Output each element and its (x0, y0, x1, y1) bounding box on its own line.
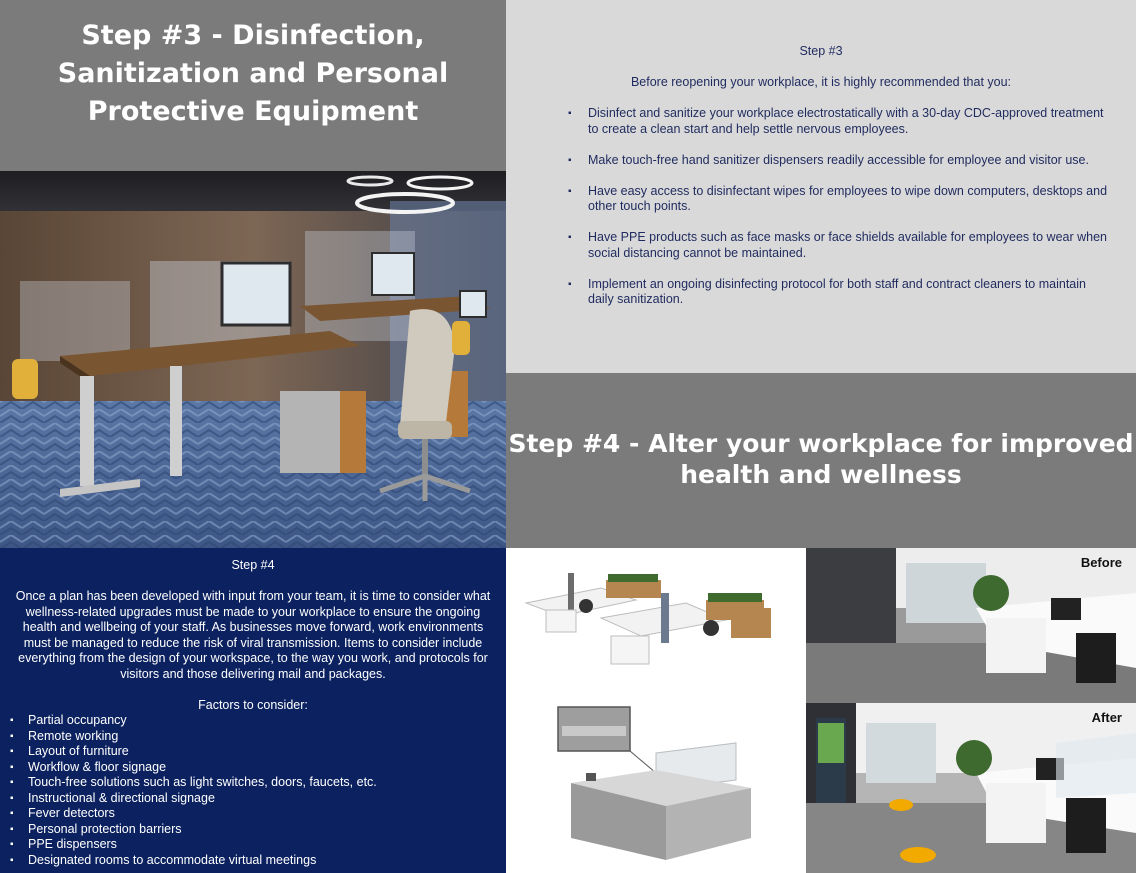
factor-item: ▪ Designated rooms to accommodate virtual meetings (10, 853, 377, 869)
factors-list (10, 713, 377, 868)
factor-item: ▪ Instructional & directional signage (10, 791, 377, 807)
step3-text-panel (506, 0, 1136, 373)
step3-bullet: ▪ Have PPE products such as face masks or face shields available for employees to wear when social distancing cannot be maintained. (568, 230, 1108, 261)
factor-item: ▪ Partial occupancy (10, 713, 377, 729)
step4-text-panel (0, 548, 506, 873)
step3-title: Step #3 - Disinfection, Sanitization and Personal Protective Equipment (57, 19, 449, 127)
step4-title-panel (506, 373, 1136, 548)
factors-heading: Factors to consider: (198, 698, 308, 712)
workstation-planters-image (506, 548, 806, 698)
before-office-photo (806, 548, 1136, 703)
office-desks-photo (0, 171, 506, 548)
step3-intro: Before reopening your workplace, it is highly recommended that you: (630, 75, 1012, 89)
step3-bullet: ▪ Make touch-free hand sanitizer dispensers readily accessible for employee and visitor use. (568, 153, 1108, 169)
reception-desk-barrier-image (506, 698, 806, 873)
factor-item: ▪ Remote working (10, 729, 377, 745)
factor-item: ▪ PPE dispensers (10, 837, 377, 853)
factor-item: ▪ Workflow & floor signage (10, 760, 377, 776)
after-label: After (1091, 710, 1122, 725)
factor-item: ▪ Touch-free solutions such as light switches, doors, faucets, etc. (10, 775, 377, 791)
step3-bullet-list (568, 106, 1108, 323)
step3-title-panel (0, 0, 506, 171)
before-label: Before (1080, 555, 1122, 570)
factor-item: ▪ Personal protection barriers (10, 822, 377, 838)
step4-label: Step #4 (231, 558, 275, 572)
factor-item: ▪ Fever detectors (10, 806, 377, 822)
step3-label: Step #3 (799, 44, 843, 58)
step4-paragraph: Once a plan has been developed with input from your team, it is time to consider what wellness-related upgrades must be made to your workplace to ensure the ongoing health and wellbeing of your staff. As businesses move forward, work environments must be managed to reduce the risk of viral transmission. Items to consider include everything from the design of your workspace, to the way you work, and protocols for visitors and those delivering mail and packages. (15, 589, 491, 681)
step4-title: Step #4 - Alter your workplace for improved health and wellness (508, 429, 1134, 489)
factor-item: ▪ Layout of furniture (10, 744, 377, 760)
step3-bullet: ▪ Have easy access to disinfectant wipes for employees to wipe down computers, desktops and other touch points. (568, 184, 1108, 215)
after-office-photo (806, 703, 1136, 873)
step3-bullet: ▪ Disinfect and sanitize your workplace electrostatically with a 30-day CDC-approved treatment to create a clean start and help settle nervous employees. (568, 106, 1108, 137)
step3-bullet: ▪ Implement an ongoing disinfecting protocol for both staff and contract cleaners to maintain daily sanitization. (568, 277, 1108, 308)
